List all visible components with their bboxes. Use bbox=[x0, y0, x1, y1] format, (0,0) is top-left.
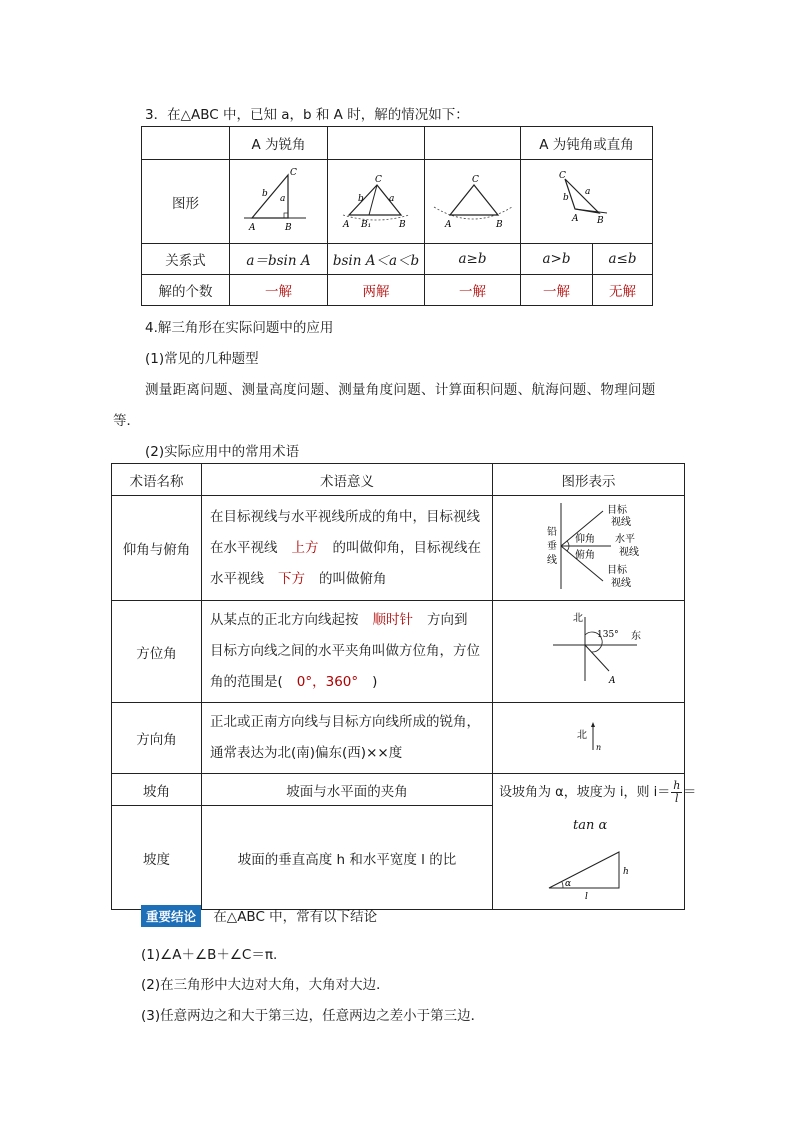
table1-fig-one-solution-right bbox=[230, 160, 328, 244]
term-elevation-figure bbox=[493, 496, 685, 601]
fill-blank: 0°，360° bbox=[296, 674, 359, 690]
term-elevation-name: 仰角与俯角 bbox=[112, 496, 202, 601]
n-label: n bbox=[595, 743, 601, 752]
solutions-table bbox=[141, 126, 653, 306]
relation-5: a≤b bbox=[593, 244, 653, 275]
count-2: 两解 bbox=[328, 275, 425, 306]
terms-header-name: 术语名称 bbox=[112, 464, 202, 496]
label-B: B bbox=[399, 219, 406, 230]
section3-text: 3．在△ABC 中，已知 a，b 和 A 时，解的情况如下： bbox=[145, 107, 469, 123]
label-A: A bbox=[444, 219, 451, 230]
label-C: C bbox=[558, 170, 566, 181]
table1-header-obtuse: A 为钝角或直角 bbox=[521, 127, 653, 160]
conclusion-item-1: (1)∠A＋∠B＋∠C＝π. bbox=[141, 947, 278, 963]
relation-2: bsin A＜a＜b bbox=[328, 244, 425, 275]
terms-header-meaning: 术语意义 bbox=[202, 464, 493, 496]
table1-header-2 bbox=[328, 127, 425, 160]
triangle-two-solution-figure bbox=[331, 163, 421, 237]
term-slope-ratio-name: 坡度 bbox=[112, 806, 202, 910]
fraction-denominator: l bbox=[674, 792, 679, 805]
target-down-label: 视线 bbox=[610, 578, 631, 589]
alpha-label: α bbox=[565, 879, 572, 889]
def-line: 通常表达为北(南)偏东(西)××度 bbox=[210, 745, 403, 761]
term-slope-angle-def: 坡面与水平面的夹角 bbox=[202, 774, 493, 806]
label-B: B bbox=[284, 222, 292, 233]
label-a: a bbox=[584, 186, 590, 197]
l-label: l bbox=[585, 892, 588, 900]
slope-figure bbox=[543, 844, 643, 900]
h-label: h bbox=[623, 867, 629, 877]
azimuth-figure bbox=[529, 607, 649, 693]
def-line: 角的范围是( 0°，360° ) bbox=[210, 674, 378, 690]
label-C: C bbox=[375, 174, 382, 185]
table1-label-figure: 图形 bbox=[142, 160, 230, 244]
fraction-numerator: h bbox=[673, 779, 681, 792]
vertical-label: 铅 bbox=[546, 527, 557, 538]
count-3: 一解 bbox=[425, 275, 521, 306]
vertical-label: 垂 bbox=[546, 541, 557, 552]
triangle-obtuse-figure bbox=[527, 163, 647, 237]
table1-header-3 bbox=[425, 127, 521, 160]
fill-blank: 下方 bbox=[278, 570, 305, 587]
table1-label-count: 解的个数 bbox=[142, 275, 230, 306]
target-up-label: 视线 bbox=[610, 517, 631, 528]
count-5: 无解 bbox=[593, 275, 653, 306]
def-line: 目标方向线之间的水平夹角叫做方位角，方位 bbox=[210, 643, 480, 659]
elevation-depression-figure bbox=[519, 497, 659, 595]
conclusion-item-3: (3)任意两边之和大于第三边，任意两边之差小于第三边． bbox=[141, 1008, 485, 1024]
def-line: 在水平视线 上方 的叫做仰角，目标视线在 bbox=[210, 539, 481, 556]
section4-para1: 测量距离问题、测量高度问题、测量角度问题、计算面积问题、航海问题、物理问题 bbox=[145, 382, 656, 398]
label-C: C bbox=[289, 167, 297, 178]
count-4: 一解 bbox=[521, 275, 593, 306]
conclusions-intro: 在△ABC 中，常有以下结论 bbox=[213, 909, 378, 925]
section4-sub1: (1)常见的几种题型 bbox=[145, 351, 259, 367]
fill-blank: 顺时针 bbox=[372, 612, 413, 628]
term-azimuth-name: 方位角 bbox=[112, 601, 202, 703]
relation-1: a＝bsin A bbox=[230, 244, 328, 275]
label-b: b bbox=[562, 192, 569, 203]
def-line: 水平视线 下方 的叫做俯角 bbox=[210, 570, 387, 587]
count-1: 一解 bbox=[230, 275, 328, 306]
section4-title: 4.解三角形在实际问题中的应用 bbox=[145, 320, 334, 336]
direction-figure bbox=[559, 716, 619, 756]
label-a: a bbox=[389, 193, 395, 204]
north-label: 北 bbox=[572, 612, 583, 624]
label-A: A bbox=[571, 213, 578, 224]
north-label: 北 bbox=[576, 730, 587, 741]
horizontal-label: 视线 bbox=[618, 547, 639, 558]
triangle-a-ge-b-figure bbox=[428, 163, 518, 237]
term-direction-def bbox=[202, 703, 493, 774]
table1-label-relation: 关系式 bbox=[142, 244, 230, 275]
label-B: B bbox=[596, 215, 604, 226]
fill-blank: 上方 bbox=[291, 539, 319, 556]
term-direction-name: 方向角 bbox=[112, 703, 202, 774]
def-line: 正北或正南方向线与目标方向线所成的锐角， bbox=[210, 714, 480, 730]
label-A: A bbox=[248, 222, 255, 233]
label-b: b bbox=[358, 193, 364, 204]
slope-formula: 设坡角为 α，坡度为 i，则 i＝ $\frac{h}{l}$ ＝ bbox=[499, 779, 697, 805]
label-b: b bbox=[261, 188, 268, 199]
target-down-label: 目标 bbox=[606, 565, 627, 576]
conclusion-item-2: (2)在三角形中大边对大角，大角对大边． bbox=[141, 977, 390, 993]
slope-formula-tan: tan α bbox=[573, 818, 608, 833]
term-elevation-def bbox=[202, 496, 493, 601]
term-azimuth-def bbox=[202, 601, 493, 703]
depression-label: 俯角 bbox=[574, 550, 595, 561]
term-slope-angle-name: 坡角 bbox=[112, 774, 202, 806]
relation-4: a>b bbox=[521, 244, 593, 275]
label-A: A bbox=[343, 219, 350, 230]
label-B: B bbox=[495, 219, 503, 230]
term-slope-ratio-def: 坡面的垂直高度 h 和水平宽度 l 的比 bbox=[202, 806, 493, 910]
terms-table bbox=[111, 463, 697, 910]
table1-header-acute: A 为锐角 bbox=[230, 127, 328, 160]
vertical-label: 线 bbox=[546, 555, 557, 566]
terms-header-figure: 图形表示 bbox=[493, 464, 685, 496]
def-line: 在目标视线与水平视线所成的角中，目标视线 bbox=[210, 508, 480, 525]
term-azimuth-figure bbox=[493, 601, 685, 703]
table1-corner bbox=[142, 127, 230, 160]
table1-fig-two-solutions bbox=[328, 160, 425, 244]
angle-label: 135° bbox=[596, 629, 619, 640]
term-slope-figure bbox=[493, 774, 697, 910]
target-up-label: 目标 bbox=[606, 505, 627, 516]
label-a: a bbox=[279, 193, 285, 204]
term-direction-figure bbox=[493, 703, 685, 774]
label-B1: B₁ bbox=[361, 219, 372, 230]
east-label: 东 bbox=[630, 630, 641, 642]
def-line: 从某点的正北方向线起按 顺时针 方向到 bbox=[210, 612, 468, 628]
point-label: A bbox=[608, 675, 615, 686]
relation-3: a≥b bbox=[425, 244, 521, 275]
important-badge: 重要结论 bbox=[141, 905, 201, 927]
table1-fig-obtuse bbox=[521, 160, 653, 244]
label-C: C bbox=[471, 174, 479, 185]
conclusions-header bbox=[141, 905, 377, 927]
table1-fig-one-solution-ageb bbox=[425, 160, 521, 244]
horizontal-label: 水平 bbox=[614, 534, 635, 545]
section4-sub2: (2)实际应用中的常用术语 bbox=[145, 444, 300, 460]
elevation-label: 仰角 bbox=[574, 534, 595, 545]
triangle-right-figure bbox=[234, 163, 324, 237]
section4-para1-cont: 等． bbox=[113, 413, 140, 429]
